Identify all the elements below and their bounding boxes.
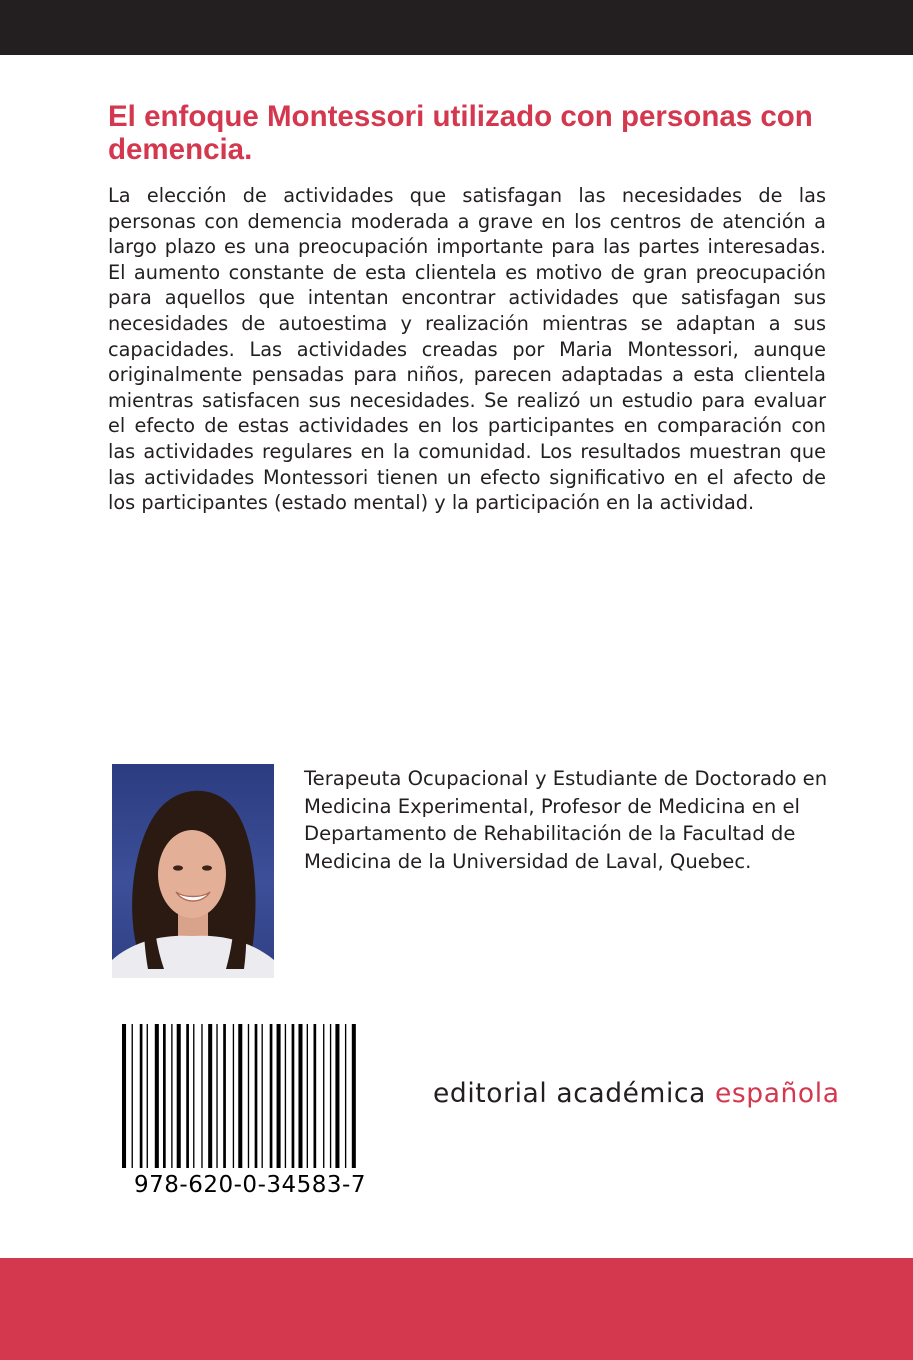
publisher-logo [433,1078,840,1109]
author-bio: Terapeuta Ocupacional y Estudiante de Doctorado en Medicina Experimental, Profesor de Medicina en el Departamento de Rehabilitación de la Facultad de Medicina de la Universidad de Laval, Quebec. [304,767,828,873]
publisher-name-accent: española [714,1078,840,1109]
top-color-band [0,0,913,55]
bottom-color-band [0,1258,913,1360]
author-photo [112,764,274,978]
book-title: El enfoque Montessori utilizado con personas con demencia. [108,100,813,166]
book-description: La elección de actividades que satisfagan las necesidades de las personas con demencia moderada a grave en los centros de atención a largo plazo es una preocupación importante para las partes interesadas. El aumento constante de esta clientela es motivo de gran preocupación para aquellos que intentan encontrar actividades que satisfagan sus necesidades de autoestima y realización mientras se adaptan a sus capacidades. Las actividades creadas por Maria Montessori, aunque originalmente pensadas para niños, parecen adaptadas a esta clientela mientras satisfacen sus necesidades. Se realizó un estudio para evaluar el efecto de estas actividades en los participantes en comparación con las actividades regulares en la comunidad. Los resultados muestran que las actividades Montessori tienen un efecto significativo en el afecto de los participantes (estado mental) y la participación en la actividad. [108,184,826,515]
publisher-name-main: editorial académica [433,1078,715,1109]
isbn-barcode [114,1024,386,1174]
isbn-number: 978-620-0-34583-7 [134,1172,366,1198]
